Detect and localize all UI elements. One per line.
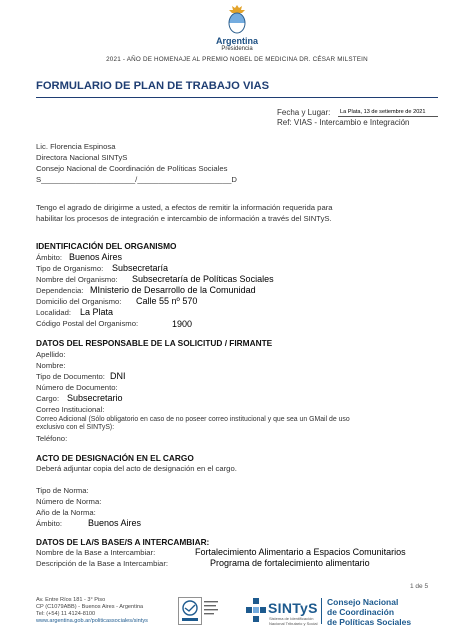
resp-field-value: DNI xyxy=(110,371,126,381)
addressee-role: Directora Nacional SINTyS xyxy=(36,153,128,162)
org-field-label: Localidad: xyxy=(36,308,72,317)
resp-alt-email-line-1: Correo Adicional (Sólo obligatorio en caso de no poseer correo institucional y que sea un GMail de uso xyxy=(36,416,350,423)
org-field-value: Subsecretaría xyxy=(112,263,169,273)
addressee-signature-line: S______________________/______________________D xyxy=(36,175,237,184)
consejo-line-1: Consejo Nacional xyxy=(327,597,399,607)
resp-section-title: DATOS DEL RESPONSABLE DE LA SOLICITUD / FIRMANTE xyxy=(36,338,273,348)
title-underline xyxy=(36,97,438,98)
org-field-label: Código Postal del Organismo: xyxy=(36,319,139,328)
org-field-value: Calle 55 nº 570 xyxy=(136,296,198,306)
consejo-line-2: de Coordinación xyxy=(327,607,395,617)
resp-field-label: Número de Documento: xyxy=(36,383,118,392)
page-number: 1 de 5 xyxy=(410,583,429,590)
sintys-subtitle-1: Sistema de Identificación xyxy=(269,616,314,621)
footer-address-2: CP (C1079ABB) - Buenos Aires - Argentina xyxy=(36,604,144,610)
sintys-wordmark: SINTyS xyxy=(268,600,318,616)
certification-seal-icon xyxy=(178,597,202,625)
base-field-value: Fortalecimiento Alimentario a Espacios Comunitarios xyxy=(195,547,406,557)
base-section-title: DATOS DE LA/S BASE/S A INTERCAMBIAR: xyxy=(36,537,210,547)
org-field-value: 1900 xyxy=(172,319,193,329)
sintys-logo-icon xyxy=(246,598,266,622)
date-underline xyxy=(338,116,438,117)
org-field-value: La Plata xyxy=(80,307,114,317)
resp-field-label: Correo Institucional: xyxy=(36,405,105,414)
header-country: Argentina xyxy=(215,36,258,46)
base-field-value: Programa de fortalecimiento alimentario xyxy=(210,558,370,568)
act-section-title: ACTO DE DESIGNACIÓN EN EL CARGO xyxy=(36,453,194,463)
resp-field-value: Subsecretario xyxy=(67,393,123,403)
base-field-label: Descripción de la Base a Intercambiar: xyxy=(36,559,169,568)
addressee-org: Consejo Nacional de Coordinación de Políticas Sociales xyxy=(36,164,228,173)
act-field-label: Ámbito: xyxy=(36,519,63,528)
argentina-coat-of-arms-icon xyxy=(227,4,247,34)
act-field-label: Tipo de Norma: xyxy=(36,486,89,495)
resp-phone-label: Teléfono: xyxy=(36,434,68,443)
org-section-title: IDENTIFICACIÓN DEL ORGANISMO xyxy=(36,241,177,251)
intro-line-1: Tengo el agrado de dirigirme a usted, a efectos de remitir la información requerida para xyxy=(36,203,333,212)
org-field-value: MInisterio de Desarrollo de la Comunidad xyxy=(90,285,256,295)
resp-field-label: Apellido: xyxy=(36,350,66,359)
resp-field-label: Cargo: xyxy=(36,394,60,403)
addressee-name: Lic. Florencia Espinosa xyxy=(36,142,116,151)
certification-text-block xyxy=(204,600,220,620)
resp-field-label: Tipo de Documento: xyxy=(36,372,105,381)
intro-line-2: habilitar los procesos de integración e intercambio de información a través del SINTyS. xyxy=(36,214,332,223)
reference: Ref: VIAS - Intercambio e Integración xyxy=(277,118,410,127)
org-field-label: Nombre del Organismo: xyxy=(36,275,118,284)
act-note: Deberá adjuntar copia del acto de designación en el cargo. xyxy=(36,464,237,473)
footer-address-3: Tel: (+54) 11 4124-8100 xyxy=(36,611,96,617)
footer-website-link[interactable]: www.argentina.gob.ar/politicassociales/sintys xyxy=(36,618,148,624)
org-field-label: Ámbito: xyxy=(36,253,63,262)
org-field-label: Domicilio del Organismo: xyxy=(36,297,122,306)
org-field-value: Subsecretaría de Políticas Sociales xyxy=(132,274,274,284)
resp-alt-email-line-2: exclusivo con el SINTyS): xyxy=(36,424,115,431)
act-field-value: Buenos Aires xyxy=(88,518,142,528)
org-field-label: Tipo de Organismo: xyxy=(36,264,104,273)
base-field-label: Nombre de la Base a Intercambiar: xyxy=(36,548,156,557)
date-label: Fecha y Lugar: xyxy=(277,108,331,117)
org-field-label: Dependencia: xyxy=(36,286,84,295)
resp-field-label: Nombre: xyxy=(36,361,66,370)
consejo-line-3: de Políticas Sociales xyxy=(327,617,412,627)
header-year-motto: 2021 - AÑO DE HOMENAJE AL PREMIO NOBEL DE MEDICINA DR. CÉSAR MILSTEIN xyxy=(106,56,368,63)
act-field-label: Año de la Norma: xyxy=(36,508,96,517)
date-value: La Plata, 13 de setiembre de 2021 xyxy=(340,109,426,115)
form-title: FORMULARIO DE PLAN DE TRABAJO VIAS xyxy=(36,80,270,92)
sintys-subtitle-2: Nacional Tributario y Social xyxy=(269,621,318,626)
header-office: Presidencia xyxy=(221,46,253,52)
org-field-value: Buenos Aires xyxy=(69,252,123,262)
act-field-label: Número de Norma: xyxy=(36,497,102,506)
footer-address-1: Av. Entre Ríos 181 - 3° Piso xyxy=(36,597,106,603)
footer-divider xyxy=(321,598,322,624)
